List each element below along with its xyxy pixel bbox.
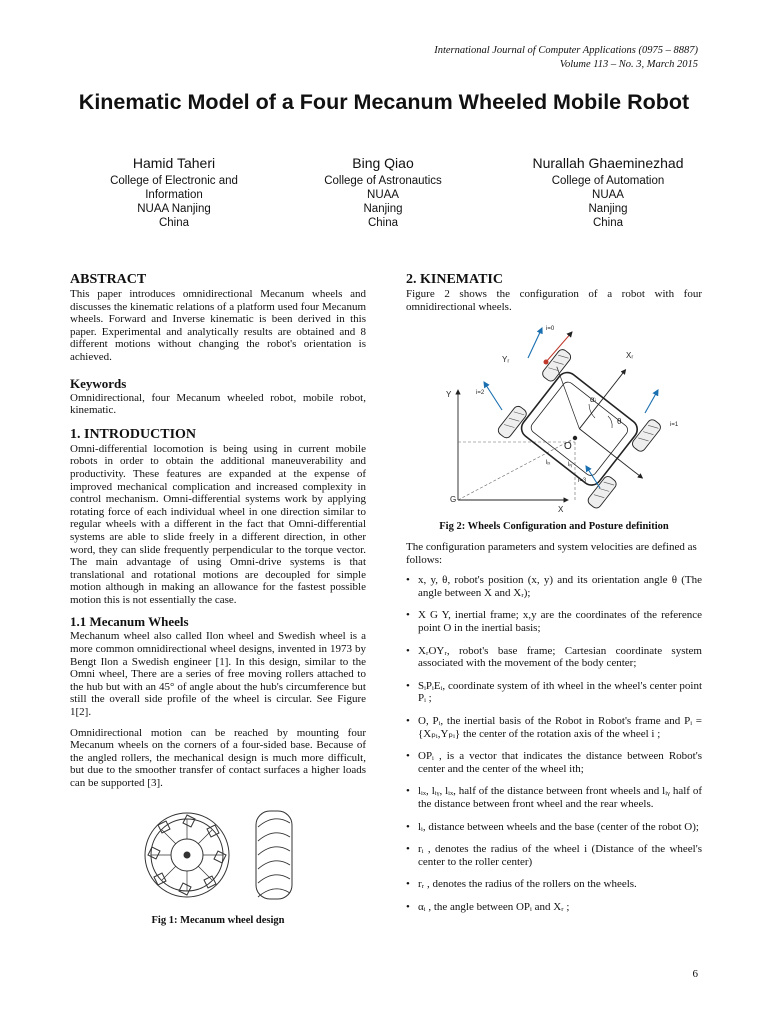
label-theta: θ (617, 417, 622, 426)
label-wheel-0: i=0 (546, 326, 555, 332)
list-item: • lᵢ, distance between wheels and the base (center of the robot O); (406, 821, 702, 834)
left-column (70, 272, 366, 798)
page-number: 6 (692, 968, 698, 980)
list-item: • O, Pᵢ, the inertial basis of the Robot in Robot's frame and Pᵢ = {Xₚᵢ,Yₚᵢ} the center of the rotation axis of the wheel i ; (406, 715, 702, 740)
label-alpha: αᵢ (590, 395, 596, 404)
author-affiliation: NUAA Nanjing (137, 203, 211, 215)
author-2 (283, 154, 483, 230)
label-y: Y (446, 390, 452, 399)
label-lix: lᵢₓ (546, 460, 551, 466)
author-name: Bing Qiao (352, 155, 414, 171)
author-affiliation: China (158, 217, 190, 229)
mecanum-wheel-figure (140, 805, 300, 905)
author-affiliation: Information (145, 189, 203, 201)
mecanum-paragraph-2: Omnidirectional motion can be reached by mounting four Mecanum wheels on the corners of a four-sided base. Because of the angled rollers, the mechanical design is much more difficult, but due to the smoother transfer of contact surfaces a higher loads can be supported [3]. (70, 726, 366, 789)
introduction-heading: 1. INTRODUCTION (70, 426, 197, 442)
list-item: • SᵢPᵢEᵢ, coordinate system of ith wheel in the wheel's center point Pᵢ ; (406, 680, 702, 705)
list-item: • αᵢ , the angle between OPᵢ and Xᵣ ; (406, 901, 702, 914)
keywords-text: Omnidirectional, four Mecanum wheeled robot, mobile robot, kinematic. (70, 391, 366, 417)
figure-2-caption: Fig 2: Wheels Configuration and Posture definition (439, 521, 669, 532)
author-affiliation: College of Automation (551, 175, 665, 187)
wheel-3 (586, 475, 618, 510)
label-wheel-1: i=1 (670, 422, 679, 428)
list-item: • XᵣOYᵣ, robot's base frame; Cartesian coordinate system associated with the movement of the body center; (406, 645, 702, 670)
figure-1-caption: Fig 1: Mecanum wheel design (151, 915, 285, 926)
kinematic-heading: 2. KINEMATIC (406, 272, 503, 287)
author-affiliation: China (592, 217, 624, 229)
author-affiliation: Nanjing (363, 203, 403, 215)
wheels-configuration-figure (440, 318, 690, 513)
label-wheel-3: i=3 (578, 478, 587, 484)
list-item: • rᵢ , denotes the radius of the wheel i (Distance of the wheel's center to the roller center) (406, 843, 702, 868)
list-item: • OPᵢ , is a vector that indicates the distance between Robot's center and the center of the wheel ith; (406, 750, 702, 775)
list-item: • X G Y, inertial frame; x,y are the coordinates of the reference point O in the inertial basis; (406, 609, 702, 634)
author-name: Hamid Taheri (132, 155, 216, 171)
author-affiliation: NUAA (592, 189, 624, 201)
author-name: Nurallah Ghaeminezhad (532, 155, 684, 171)
right-column-top (406, 272, 702, 321)
paper-title: Kinematic Model of a Four Mecanum Wheeled Mobile Robot (78, 90, 690, 114)
label-o: O (564, 441, 572, 452)
params-intro: The configuration parameters and system velocities are defined as follows: (406, 541, 697, 566)
author-affiliation: College of Electronic and (110, 175, 238, 187)
introduction-text: Omni-differential locomotion is being using in current mobile robots in order to obtain the additional maneuverability and productivity. These features are expanded at the expense of improved mechanical complication and increased complexity in control mechanism. Omni-differential systems work by applying rotating force of each individual wheel in one direction similar to regular wheels with a different in the fact that Omni-differential systems are able to slide freely in a different direction, in other word, they can slide frequently perpendicular to the torque vector. The main advantage of using Omni-drive systems is that translational and rotational motions are decoupled for simple motion although in making an allowance for the fastest possible motion this is not essentially the case. (70, 442, 366, 606)
author-affiliation: College of Astronautics (324, 175, 442, 187)
keywords-heading: Keywords (70, 375, 127, 391)
list-item: • x, y, θ, robot's position (x, y) and its orientation angle θ (The angle between X and Xᵣ); (406, 574, 702, 599)
list-item: • lᵢₓ, lᵢᵧ, lᵢₓ, half of the distance between front wheels and lᵢᵧ half of the distance between front wheel and the rear wheels. (406, 785, 702, 810)
author-1 (74, 154, 274, 230)
mecanum-paragraph-1: Mechanum wheel also called Ilon wheel and Swedish wheel is a more common omnidirectional wheel designs, invented in 1973 by Bengt Ilon a Swedish engineer [1]. In this design, similar to the Omni wheel, There are a series of free moving rollers attached to the hub but with an 45° of angle about the hub's circumference but still the overall side profile of the wheel is circular. See Figure 1[2]. (70, 630, 366, 719)
list-item: • rᵣ , denotes the radius of the rollers on the wheels. (406, 878, 702, 891)
journal-name: International Journal of Computer Applications (0975 – 8887) (434, 45, 698, 56)
label-x: X (558, 505, 564, 513)
kinematic-intro: Figure 2 shows the configuration of a robot with four omnidirectional wheels. (406, 288, 702, 313)
parameter-list (406, 574, 702, 913)
abstract-text: This paper introduces omnidirectional Mecanum wheels and discusses the kinematic relations of a platform used four Mecanum wheels. Forward and Inverse kinematic is been derived in this paper. Experimental and analytically results are obtained and 8 different motions without changing the robot's orientation is achieved. (70, 288, 366, 363)
label-xr: Xᵣ (626, 351, 634, 360)
author-affiliation: Nanjing (588, 203, 628, 215)
journal-volume: Volume 113 – No. 3, March 2015 (559, 59, 698, 70)
right-column-bottom (406, 541, 702, 923)
abstract-heading: ABSTRACT (70, 272, 147, 287)
author-affiliation: China (367, 217, 399, 229)
mecanum-heading: 1.1 Mecanum Wheels (70, 614, 189, 630)
label-wheel-2: i=2 (476, 390, 485, 396)
label-g: G (450, 495, 457, 504)
journal-header (434, 44, 698, 72)
author-affiliation: NUAA (367, 189, 399, 201)
label-yr: Yᵣ (502, 355, 510, 364)
label-liy: lᵢᵧ (568, 462, 573, 468)
wheel-0 (541, 348, 573, 383)
author-3 (508, 154, 708, 230)
